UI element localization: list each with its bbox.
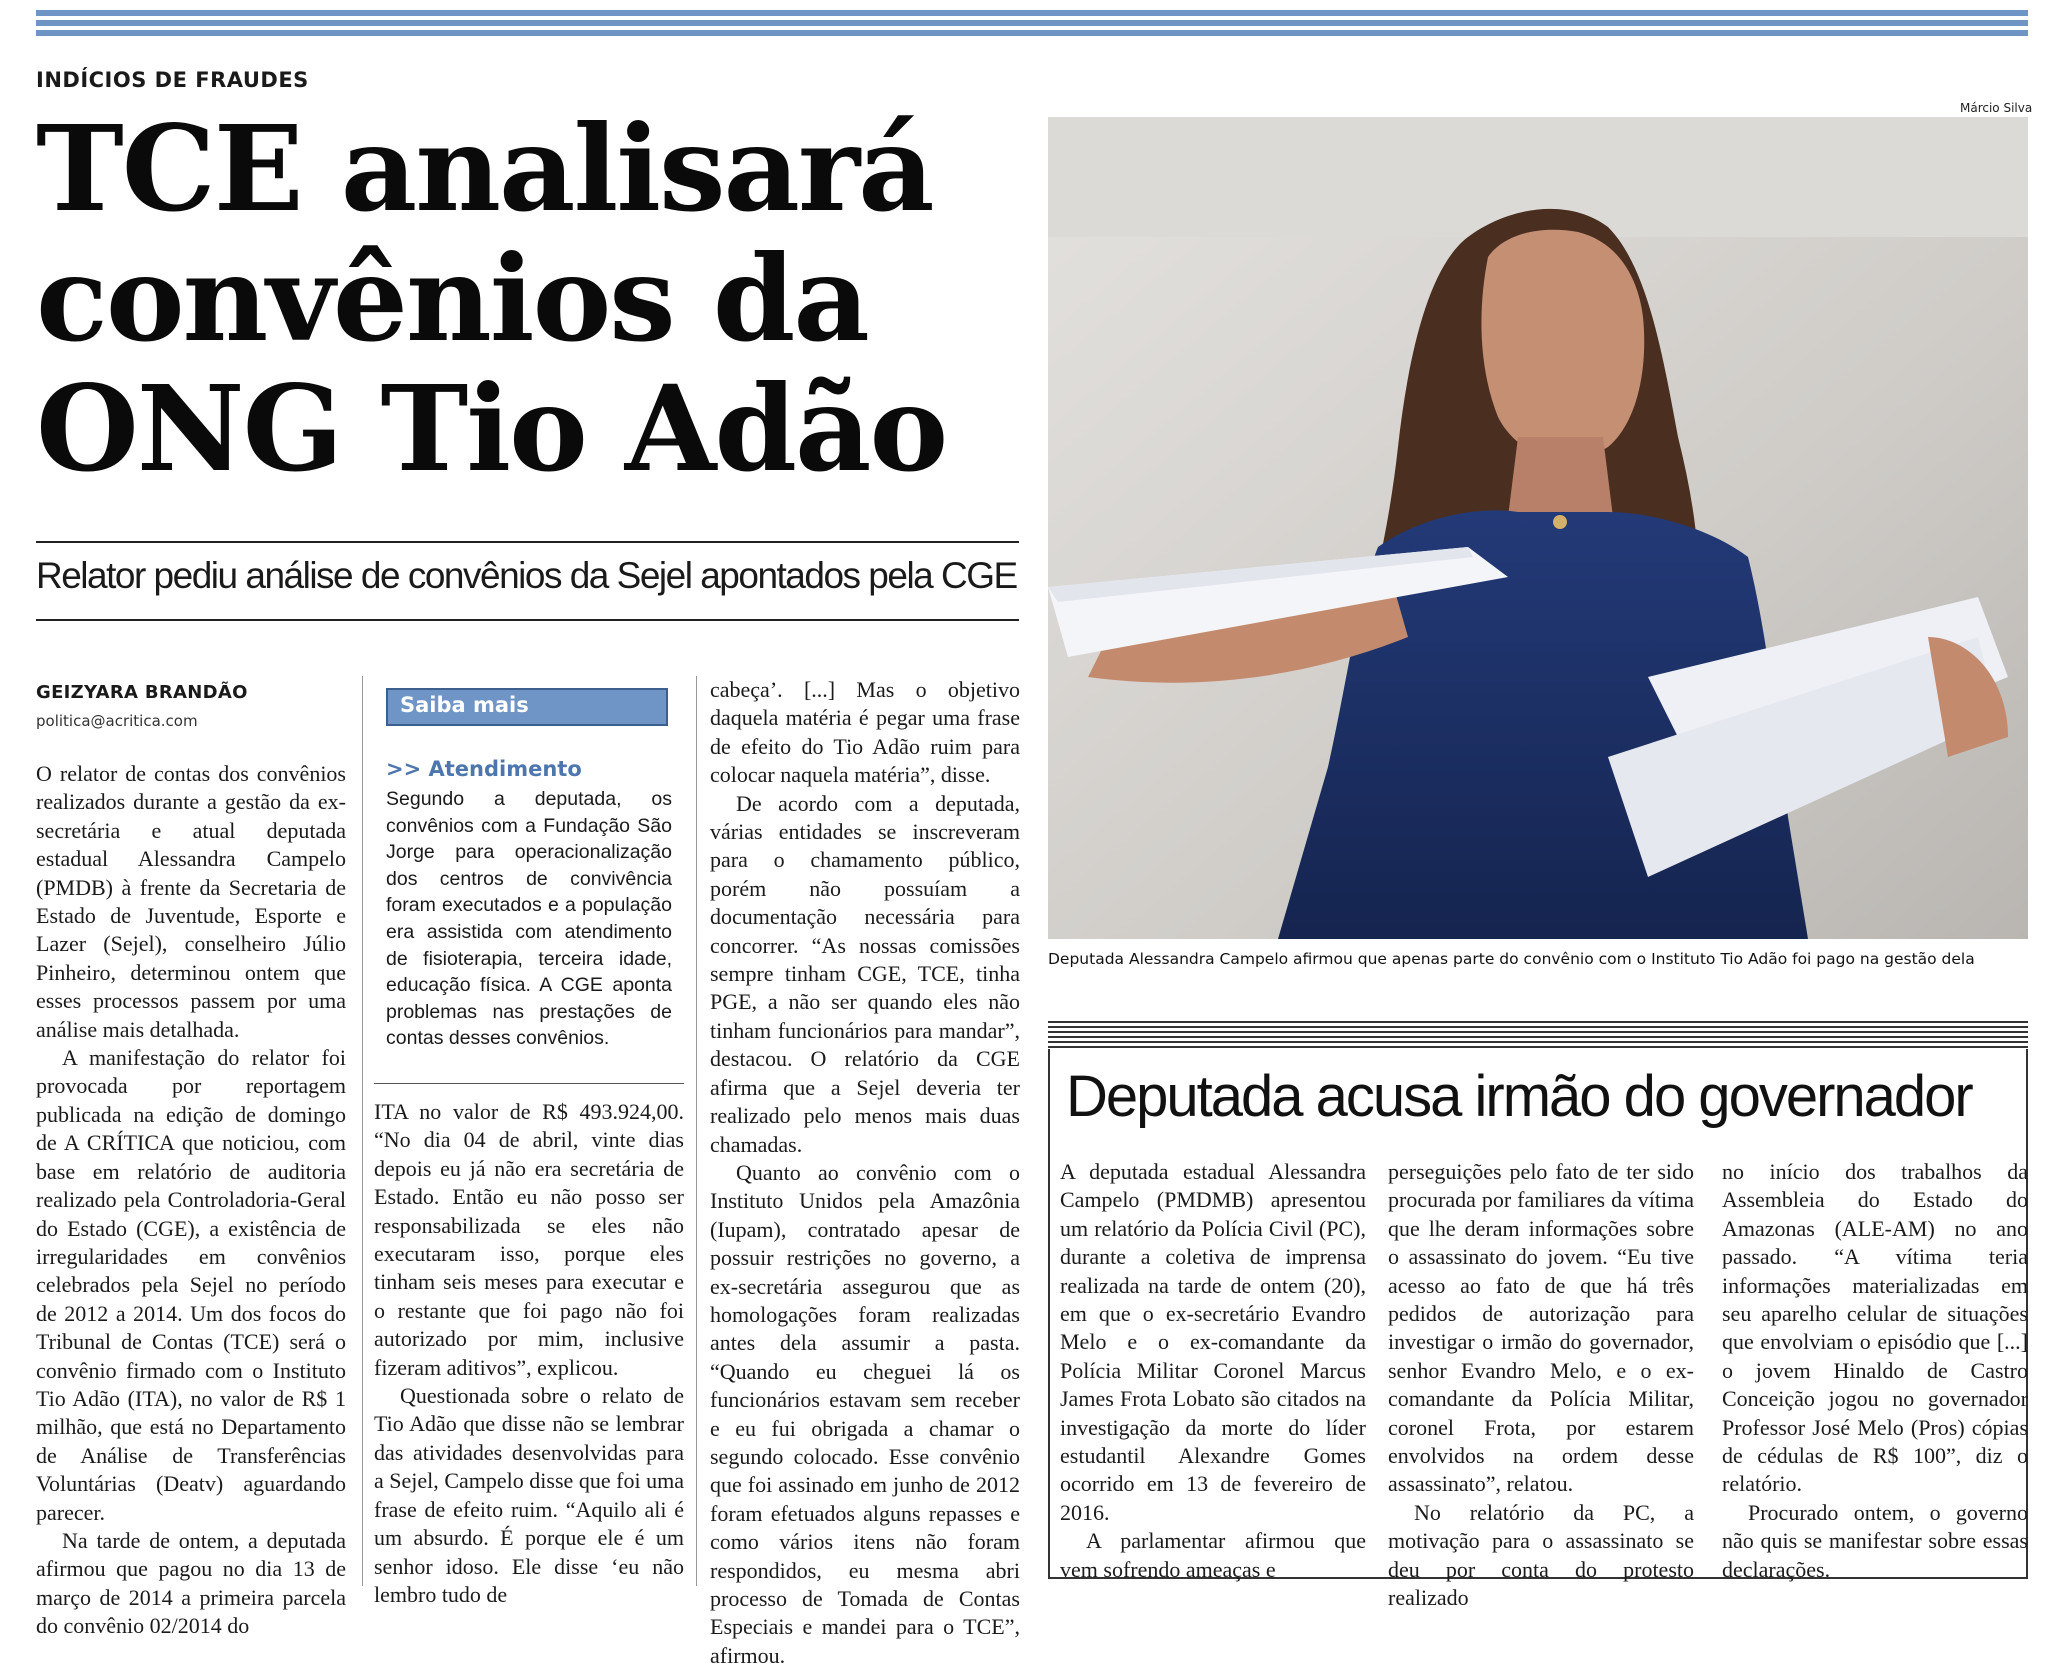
paragraph: O relator de contas dos convênios realizados durante a gestão da ex-secretária e atual deputada estadual Alessandra Campelo (PMDB) à frente da Secretaria de Estado de Juventude, Esporte e Lazer (Sejel), conselheiro Júlio Pinheiro, determinou ontem que esses processos passem por uma análise mais detalhada. xyxy=(36,761,346,1042)
byline-name: GEIZYARA BRANDÃO xyxy=(36,682,248,703)
photo-caption: Deputada Alessandra Campelo afirmou que apenas parte do convênio com o Instituto Tio Adão foi pago na gestão dela xyxy=(1048,950,1975,968)
paragraph: perseguições pelo fato de ter sido procurada por familiares da vítima que lhe deram informações sobre o assassinato do jovem. “Eu tive acesso ao fato de que há três pedidos de autorização para investigar o irmão do governador, senhor Evandro Melo, e o ex-comandante da Polícia Militar, coronel Frota, por estarem envolvidos na ordem desse assassinato”, relatou. xyxy=(1388,1159,1694,1497)
sidebar-title: Saiba mais xyxy=(400,693,529,717)
article-column-3 xyxy=(710,676,1020,1670)
top-color-bar xyxy=(36,10,2028,36)
secondary-headline: Deputada acusa irmão do governador xyxy=(1066,1064,1972,1129)
paragraph: De acordo com a deputada, várias entidades se inscreveram para o chamamento público, porém não possuíam a documentação necessária para concorrer. “As nossas comissões sempre tinham CGE, TCE, tinha PGE, a não ser quando eles não tinham funcionários para mandar”, destacou. O relatório da CGE afirma que a Sejel deveria ter realizado pelo menos mais duas chamadas. xyxy=(710,790,1020,1157)
kicker: INDÍCIOS DE FRAUDES xyxy=(36,68,309,92)
headline-line: ONG Tio Adão xyxy=(36,359,947,498)
sidebar-subtitle: >> Atendimento xyxy=(386,757,582,781)
paragraph: Questionada sobre o relato de Tio Adão que disse não se lembrar das atividades desenvolvidas para a Sejel, Campelo disse que foi uma frase de efeito ruim. “Aquilo ali é um absurdo. É porque ele é um senhor idoso. Ele disse ‘eu não lembro tudo de xyxy=(374,1383,684,1607)
paragraph: no início dos trabalhos da Assembleia do Estado do Amazonas (ALE-AM) no ano passado. “A vítima teria informações materializadas em seu aparelho celular de situações que envolviam o episódio que [...] o jovem Hinaldo de Castro Conceição jogou no governador Professor José Melo (Pros) cópias de cédulas de R$ 100”, diz o relatório. xyxy=(1722,1159,2028,1497)
sidebar-rule xyxy=(374,1083,684,1084)
paragraph: A deputada estadual Alessandra Campelo (PMDMB) apresentou um relatório da Polícia Civil (PC), durante a coletiva de imprensa realizada na tarde de ontem (20), em que o ex-secretário Evandro Melo e o ex-comandante da Polícia Militar Coronel Marcus James Frota Lobato são citados na investigação da morte do líder estudantil Alexandre Gomes ocorrido em 13 de fevereiro de 2016. xyxy=(1060,1159,1366,1525)
article-column-2 xyxy=(374,1098,684,1609)
sidebar-text: Segundo a deputada, os convênios com a Fundação São Jorge para operacionalização dos centros de convivência foram executados e a população era assistida com atendimento de fisioterapia, terceira idade, educação física. A CGE aponta problemas nas prestações de contas desses convênios. xyxy=(386,788,672,1050)
photo-illustration xyxy=(1048,117,2028,939)
box-stripes xyxy=(1048,1021,2028,1049)
box-column-1 xyxy=(1060,1158,1366,1584)
paragraph: cabeça’. [...] Mas o objetivo daquela matéria é pegar uma frase de efeito do Tio Adão ruim para colocar naquela matéria”, disse. xyxy=(710,677,1020,788)
column-rule xyxy=(362,676,363,1586)
paragraph: Procurado ontem, o governo não quis se manifestar sobre essas declarações. xyxy=(1722,1499,2028,1582)
article-column-1 xyxy=(36,760,346,1641)
deck-rule xyxy=(36,541,1019,543)
box-column-3 xyxy=(1722,1158,2028,1584)
paragraph: A parlamentar afirmou que vem sofrendo ameaças e xyxy=(1060,1528,1366,1582)
headline-line: convênios da xyxy=(36,229,868,368)
column-rule xyxy=(696,676,697,1586)
paragraph: Quanto ao convênio com o Instituto Unidos pela Amazônia (Iupam), contratado apesar de possuir restrições no governo, a ex-secretária assegurou que as homologações foram realizadas antes dela assumir a pasta. “Quando eu cheguei lá os funcionários estavam sem receber e eu fui obrigada a chamar o segundo colocado. Esse convênio que foi assinado em junho de 2012 foram efetuados alguns repasses e como vários itens não foram respondidos, eu mesma abri processo de Tomada de Contas Especiais e mandei para o TCE”, afirmou. xyxy=(710,1159,1020,1668)
paragraph: Na tarde de ontem, a deputada afirmou que pagou no dia 13 de março de 2014 a primeira parcela do convênio 02/2014 do xyxy=(36,1527,346,1639)
paragraph: ITA no valor de R$ 493.924,00. “No dia 04 de abril, vinte dias depois eu já não era secretária de Estado. Então eu não posso ser responsabilizada se eles não executaram isso, porque eles tinham seis meses para executar e o restante que foi pago não foi autorizado por mim, inclusive fizeram aditivos”, explicou. xyxy=(374,1099,684,1380)
deck: Relator pediu análise de convênios da Sejel apontados pela CGE xyxy=(36,555,1017,596)
article-photo xyxy=(1048,117,2028,939)
box-column-2 xyxy=(1388,1158,1694,1613)
headline xyxy=(36,99,1026,498)
byline-email: politica@acritica.com xyxy=(36,712,198,730)
photo-credit: Márcio Silva xyxy=(1960,101,2033,115)
paragraph: No relatório da PC, a motivação para o assassinato se deu por conta do protesto realizado xyxy=(1388,1499,1694,1611)
deck-rule xyxy=(36,619,1019,621)
headline-line: TCE analisará xyxy=(36,99,933,238)
paragraph: A manifestação do relator foi provocada por reportagem publicada na edição de domingo de A CRÍTICA que noticiou, com base em relatório de auditoria realizado pela Controladoria-Geral do Estado (CGE), a existência de irregularidades em convênios celebrados pela Sejel no período de 2012 a 2014. Um dos focos do Tribunal de Contas (TCE) será o convênio firmado com o Instituto Tio Adão (ITA), no valor de R$ 1 milhão, que está no Departamento de Análise de Transferências Voluntárias (Deatv) aguardando parecer. xyxy=(36,1045,346,1525)
